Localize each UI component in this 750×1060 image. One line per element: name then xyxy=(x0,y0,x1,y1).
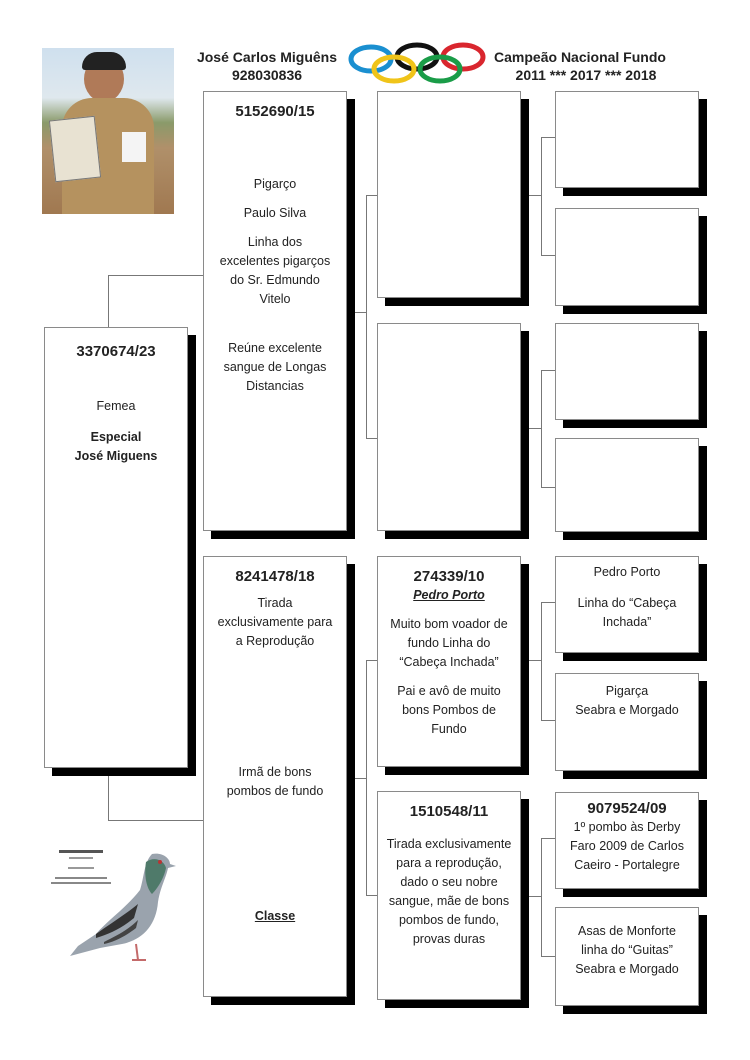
championship-title: Campeão Nacional Fundo xyxy=(494,49,666,65)
ggp-card-4 xyxy=(555,438,699,532)
owner-header xyxy=(196,48,338,84)
dam-sire-card xyxy=(377,556,521,767)
sire-color: Pigarço xyxy=(253,177,297,191)
owner-phone: 928030836 xyxy=(231,67,303,83)
subject-ring: 3370674/23 xyxy=(76,343,156,360)
ggp5-breeder: Pedro Porto xyxy=(593,565,661,579)
dam-dam-card xyxy=(377,791,521,1000)
ggp8-line-3: Seabra e Morgado xyxy=(575,962,679,976)
sire-sire-card xyxy=(377,91,521,298)
sire-ring: 5152690/15 xyxy=(235,103,315,120)
ggp-card-5 xyxy=(555,556,699,653)
ggp-card-2 xyxy=(555,208,699,306)
dam-note-2: Irmã de bons pombos de fundo xyxy=(226,765,324,798)
dam-sire-breeder: Pedro Porto xyxy=(413,588,485,602)
ggp-card-8 xyxy=(555,907,699,1006)
dam-dam-ring: 1510548/11 xyxy=(409,803,489,820)
ggp6-line-1: Pigarça xyxy=(605,684,649,698)
championship-years: 2011 *** 2017 *** 2018 xyxy=(515,67,657,83)
sire-note-2: Reúne excelente sangue de Longas Distancias xyxy=(223,341,327,393)
ggp6-line-2: Seabra e Morgado xyxy=(575,703,679,717)
dam-sire-note-1: Muito bom voador de fundo Linha do “Cabeça Inchada” xyxy=(390,617,508,669)
sire-breeder: Paulo Silva xyxy=(243,206,307,220)
dam-card xyxy=(203,556,347,997)
ggp-card-7 xyxy=(555,792,699,889)
dam-note-1: Tirada exclusivamente para a Reprodução xyxy=(217,596,333,648)
ggp8-line-2: linha do “Guitas” xyxy=(581,943,673,957)
subject-sex: Femea xyxy=(96,399,136,413)
sire-note-1: Linha dos excelentes pigarços do Sr. Edmundo Vitelo xyxy=(219,235,331,306)
subject-name-1: Especial xyxy=(90,430,142,444)
owner-photo xyxy=(42,48,174,214)
ggp-card-6 xyxy=(555,673,699,771)
sire-card xyxy=(203,91,347,531)
ggp-card-3 xyxy=(555,323,699,420)
dam-dam-note: Tirada exclusivamente para a reprodução, dado o seu nobre sangue, mãe de bons pombos de fundo, provas duras xyxy=(386,837,512,946)
dam-sire-ring: 274339/10 xyxy=(413,568,485,585)
ggp-card-1 xyxy=(555,91,699,188)
ggp7-note: 1º pombo às Derby Faro 2009 de Carlos Caeiro - Portalegre xyxy=(570,820,684,872)
ggp5-note: Linha do “Cabeça Inchada” xyxy=(577,596,677,629)
dam-sire-note-2: Pai e avô de muito bons Pombos de Fundo xyxy=(397,684,501,736)
olympic-rings-logo xyxy=(346,42,490,86)
title-header xyxy=(492,48,668,84)
owner-name: José Carlos Miguêns xyxy=(196,49,338,65)
pigeon-image xyxy=(66,848,178,970)
sire-dam-card xyxy=(377,323,521,531)
ggp7-ring: 9079524/09 xyxy=(587,800,667,817)
subject-card xyxy=(44,327,188,768)
dam-class: Classe xyxy=(254,909,296,923)
dam-ring: 8241478/18 xyxy=(235,568,315,585)
ggp8-line-1: Asas de Monforte xyxy=(578,924,676,938)
subject-name-2: José Miguens xyxy=(74,449,158,463)
